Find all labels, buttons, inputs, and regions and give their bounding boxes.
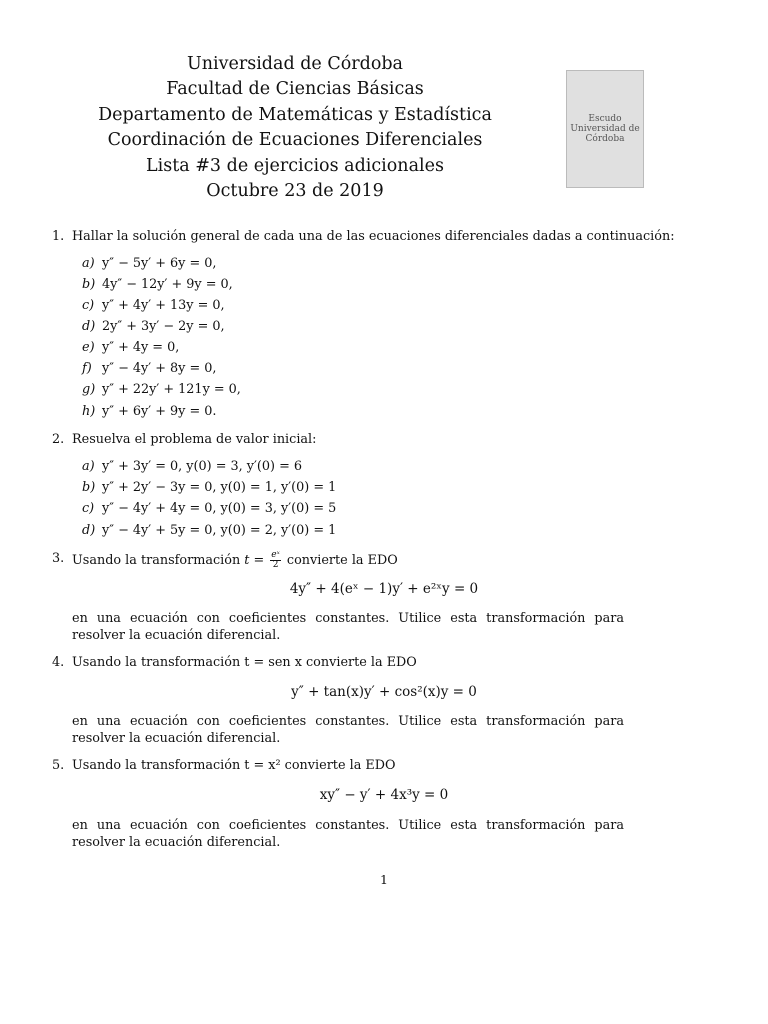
fraction-numerator: eˣ	[271, 550, 280, 560]
exercise-3-intro	[72, 551, 398, 570]
list-title: Lista #3 de ejercicios adicionales	[146, 155, 444, 176]
university-name: Universidad de Córdoba	[187, 54, 403, 74]
exercise-5-number: 5.	[52, 758, 65, 773]
ex1-item-label: b)	[82, 277, 96, 292]
document-header	[70, 52, 520, 204]
exercise-3-t-eq: t =	[244, 553, 265, 568]
ex1-item-equation: y″ − 4y′ + 8y = 0,	[102, 361, 217, 376]
ex2-item-label: a)	[82, 459, 95, 474]
exercise-1-text: Hallar la solución general de cada una de las ecuaciones diferenciales dadas a continuación:	[72, 229, 675, 244]
exercise-3-fraction	[270, 551, 281, 570]
page-number: 1	[380, 872, 388, 887]
exercise-4-intro: Usando la transformación t = sen x convierte la EDO	[72, 655, 417, 670]
department-name: Departamento de Matemáticas y Estadística	[98, 104, 492, 125]
ex1-item-label: c)	[82, 298, 95, 313]
university-seal: Escudo Universidad de Córdoba	[566, 70, 644, 188]
ex1-item-equation: y″ + 22y′ + 121y = 0,	[102, 382, 241, 397]
ex1-item-label: g)	[82, 382, 96, 397]
exercise-5-intro: Usando la transformación t = x² convierte la EDO	[72, 758, 396, 773]
exercise-3-equation: 4y″ + 4(eˣ − 1)y′ + e²ˣy = 0	[289, 581, 479, 597]
ex2-item-equation: y″ + 3y′ = 0, y(0) = 3, y′(0) = 6	[102, 459, 303, 474]
ex1-item-label: a)	[82, 256, 95, 271]
ex2-item-label: d)	[82, 523, 96, 538]
ex1-item-label: f)	[82, 361, 92, 376]
exercise-2-number: 2.	[52, 432, 65, 447]
exercise-3-intro-text: Usando la transformación	[72, 553, 241, 568]
ex1-item-equation: y″ + 6y′ + 9y = 0.	[102, 404, 217, 419]
ex1-item-equation: y″ − 5y′ + 6y = 0,	[102, 256, 217, 271]
exercise-4-paragraph: en una ecuación con coeficientes constantes. Utilice esta transformación para resolver la ecuación diferencial.	[72, 714, 624, 746]
ex1-item-label: e)	[82, 340, 95, 355]
faculty-name: Facultad de Ciencias Básicas	[166, 79, 424, 100]
exercise-3-after: convierte la EDO	[286, 553, 398, 568]
exercise-4-number: 4.	[52, 655, 65, 670]
ex1-item-label: h)	[82, 404, 96, 419]
exercise-5-equation: xy″ − y′ + 4x³y = 0	[319, 787, 449, 803]
fraction-denominator: 2	[272, 560, 279, 570]
ex1-item-label: d)	[82, 319, 96, 334]
exercise-2-text: Resuelva el problema de valor inicial:	[72, 432, 317, 447]
ex2-item-label: c)	[82, 501, 95, 516]
document-date: Octubre 23 de 2019	[206, 181, 384, 202]
exercise-4-equation: y″ + tan(x)y′ + cos²(x)y = 0	[291, 684, 477, 700]
ex2-item-equation: y″ + 2y′ − 3y = 0, y(0) = 1, y′(0) = 1	[102, 480, 337, 495]
ex1-item-equation: 4y″ − 12y′ + 9y = 0,	[102, 277, 233, 292]
exercise-3-paragraph: en una ecuación con coeficientes constantes. Utilice esta transformación para resolver la ecuación diferencial.	[72, 611, 624, 643]
ex1-item-equation: y″ + 4y = 0,	[102, 340, 180, 355]
exercise-3-number: 3.	[52, 551, 65, 566]
ex1-item-equation: y″ + 4y′ + 13y = 0,	[102, 298, 225, 313]
ex1-item-equation: 2y″ + 3y′ − 2y = 0,	[102, 319, 225, 334]
exercise-5-paragraph: en una ecuación con coeficientes constantes. Utilice esta transformación para resolver la ecuación diferencial.	[72, 818, 624, 850]
ex2-item-equation: y″ − 4y′ + 5y = 0, y(0) = 2, y′(0) = 1	[102, 523, 337, 538]
ex2-item-label: b)	[82, 480, 96, 495]
ex2-item-equation: y″ − 4y′ + 4y = 0, y(0) = 3, y′(0) = 5	[102, 501, 337, 516]
coordination-name: Coordinación de Ecuaciones Diferenciales	[107, 130, 483, 151]
exercise-1-number: 1.	[52, 229, 65, 244]
